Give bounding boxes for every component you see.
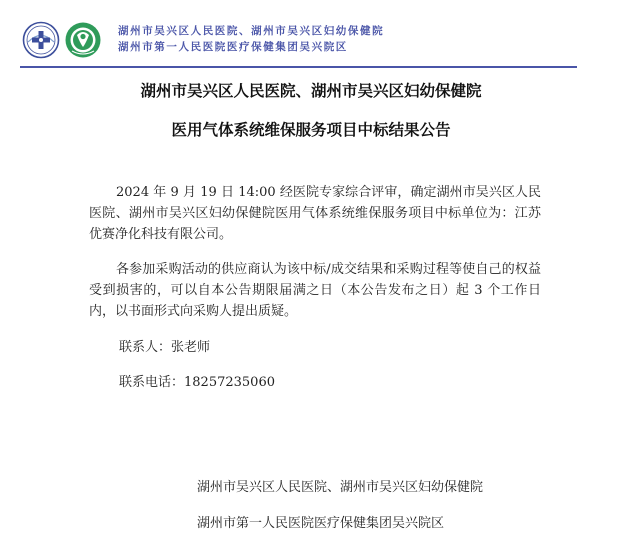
announcement-paragraph-1: 2024 年 9 月 19 日 14:00 经医院专家综合评审，确定湖州市吴兴区人民医院、湖州市吴兴区妇幼保健院医用气体系统维保服务项目中标单位为：江苏优赛净化科技有限公司。 bbox=[89, 185, 541, 242]
contact-person: 联系人：张老师 bbox=[119, 340, 211, 355]
page-title-line-2: 医用气体系统维保服务项目中标结果公告 bbox=[171, 121, 451, 139]
hospital-cross-logo-icon bbox=[22, 21, 60, 59]
signature-line-2: 湖州市第一人民医院医疗保健集团吴兴院区 bbox=[197, 516, 445, 531]
announcement-paragraph-2: 各参加采购活动的供应商认为该中标/成交结果和采购过程等使自己的权益受到损害的，可以自本公告期限届满之日（本公告发布之日）起 3 个工作日内，以书面形式向采购人提出质疑。 bbox=[89, 262, 541, 319]
letterhead-divider bbox=[20, 66, 577, 68]
letterhead-line-2: 湖州市第一人民医院医疗保健集团吴兴院区 bbox=[118, 41, 348, 53]
signature-line-1: 湖州市吴兴区人民医院、湖州市吴兴区妇幼保健院 bbox=[197, 480, 484, 495]
page-title-line-1: 湖州市吴兴区人民医院、湖州市吴兴区妇幼保健院 bbox=[140, 82, 482, 100]
letterhead-line-1: 湖州市吴兴区人民医院、湖州市吴兴区妇幼保健院 bbox=[118, 25, 385, 37]
contact-phone: 联系电话：18257235060 bbox=[119, 375, 275, 390]
letterhead bbox=[22, 21, 582, 63]
maternal-child-logo-icon bbox=[64, 21, 102, 59]
